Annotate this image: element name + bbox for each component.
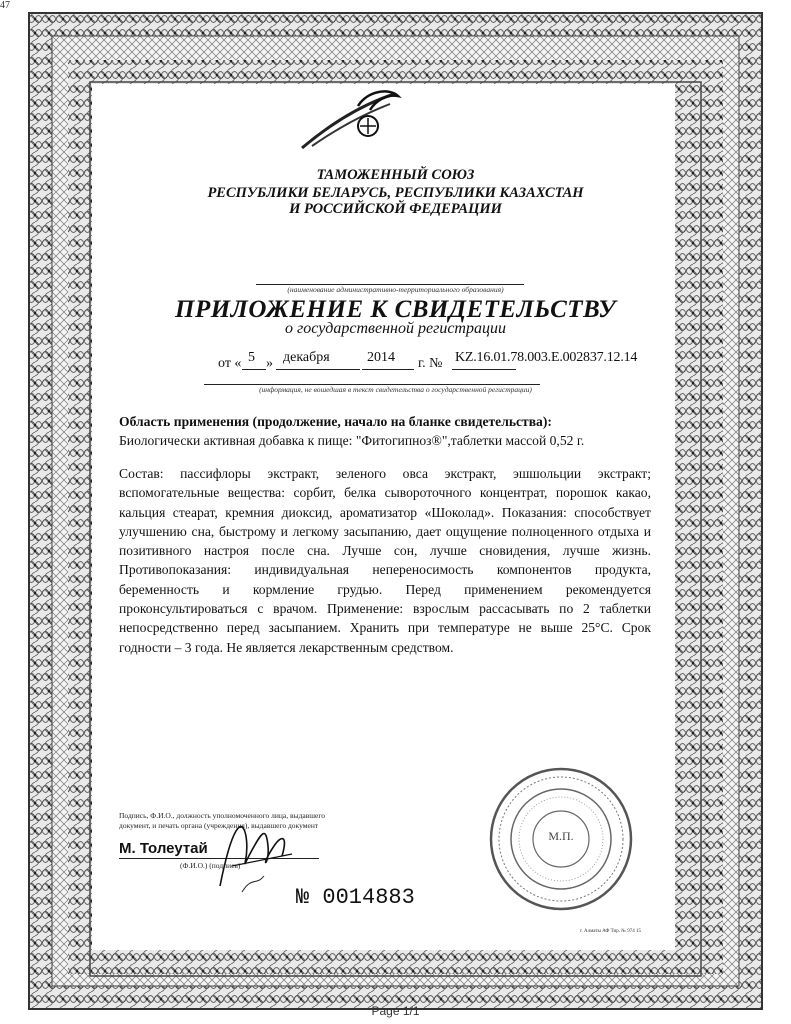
date-close-quote: » [266, 356, 273, 371]
union-line-1: ТАМОЖЕННЫЙ СОЮЗ [316, 167, 475, 183]
number-underline [452, 369, 516, 370]
printer-mark: г. Алматы АФ Тир. № 974 15 [580, 929, 641, 934]
document-subtitle: о государственной регистрации [285, 320, 506, 337]
signatory-name: М. Толеутай [119, 840, 208, 857]
handwritten-signature [212, 806, 302, 896]
date-month: декабря [283, 350, 330, 365]
union-line-2: РЕСПУБЛИКИ БЕЛАРУСЬ, РЕСПУБЛИКИ КАЗАХСТАН [207, 185, 584, 201]
customs-union-emblem [298, 86, 408, 156]
form-number: № 0014883 [296, 885, 415, 910]
fio-caption: (Ф.И.О.) (подпись) [180, 861, 241, 870]
stamp-center-text: М.П. [548, 829, 574, 843]
page-footer: Page 1/1 [371, 1004, 420, 1018]
year-underline [362, 369, 414, 370]
application-area-text: Биологически активная добавка к пище: "Фитогипноз®",таблетки массой 0,52 г. [119, 433, 585, 448]
admin-caption: (наименование административно-территориального образования) [287, 285, 504, 294]
union-line-3: И РОССИЙСКОЙ ФЕДЕРАЦИИ [289, 201, 502, 217]
registration-number: KZ.16.01.78.003.E.002837.12.14 [455, 350, 638, 365]
date-year-suffix: г. № [418, 356, 443, 371]
application-area-label: Область применения (продолжение, начало на бланке свидетельства): [119, 414, 552, 429]
day-underline [242, 369, 266, 370]
date-ot-label: от « [218, 356, 242, 371]
corner-mark: 47 [0, 0, 10, 11]
composition-text: Состав: пассифлоры экстракт, зеленого овса экстракт, эшшольции экстракт; вспомогательные вещества: сорбит, белка сывороточного концентрат, порошок какао, кальция стеарат, кремния диоксид, ароматизатор «Шоколад». Показания: способствует улучшению сна, быстрому и легкому засыпанию, дает ощущение полноценного отдыха и позитивного настроя после сна. Лучше сон, лучше сновидения, лучше жизнь. Противопоказания: индивидуальная непереносимость компонентов продукта, беременность и кормление грудью. Перед применением рекомендуется проконсультироваться с врачом. Применение: взрослым рассасывать по 2 таблетки непосредственно перед засыпанием. Хранить при температуре не выше 25°С. Срок годности – 3 года. Не является лекарственным средством. [119, 466, 651, 655]
application-area [119, 412, 659, 450]
composition-block [119, 464, 651, 657]
date-year: 2014 [367, 350, 395, 365]
month-underline [276, 369, 360, 370]
signature-caption: Подпись, Ф.И.О., должность уполномоченного лица, выдавшего документ, и печать органа (учреждения), выдавшего документ [119, 811, 326, 830]
document-title: ПРИЛОЖЕНИЕ К СВИДЕТЕЛЬСТВУ [175, 296, 616, 323]
date-day: 5 [248, 350, 255, 365]
info-caption: (информация, не вошедшая в текст свидетельства о государственной регистрации) [259, 385, 532, 394]
